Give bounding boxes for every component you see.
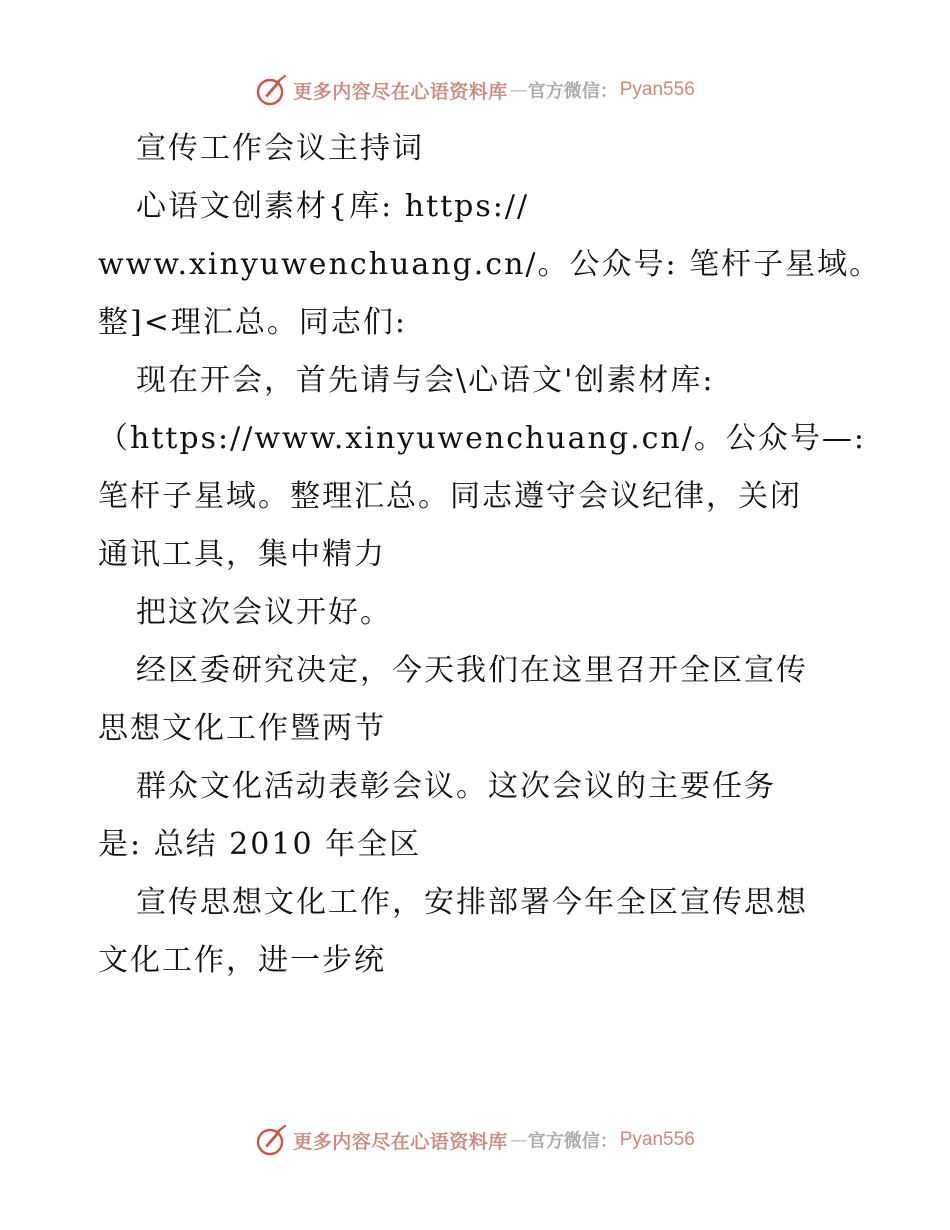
- footer-banner: [0, 1120, 950, 1160]
- document-line: 整]<理汇总。同志们:: [98, 305, 407, 340]
- header-separator: —: [509, 79, 528, 101]
- document-line: 把这次会议开好。: [136, 595, 392, 630]
- header-site-text: 更多内容尽在心语资料库: [293, 80, 508, 103]
- header-wechat-label: 官方微信：: [527, 81, 618, 102]
- document-line: 是: 总结 2010 年全区: [98, 827, 422, 862]
- document-line: 思想文化工作暨两节: [98, 711, 386, 746]
- document-line: （https://www.xinyuwenchuang.cn/。公众号—:: [98, 421, 866, 456]
- footer-wechat-id: Pyan556: [619, 1129, 695, 1150]
- footer-site-text: 更多内容尽在心语资料库: [293, 1130, 508, 1153]
- footer-separator: —: [509, 1129, 528, 1151]
- document-line: 现在开会，首先请与会\心语文'创素材库:: [136, 363, 715, 398]
- document-line: 心语文创素材{库: https://: [136, 189, 530, 224]
- header-banner: [0, 70, 950, 110]
- document-line: 文化工作，进一步统: [98, 943, 386, 978]
- document-line: 笔杆子星域。整理汇总。同志遵守会议纪律，关闭: [98, 479, 802, 514]
- document-line: www.xinyuwenchuang.cn/。公众号: 笔杆子星域。: [98, 247, 882, 282]
- document-body: [98, 120, 882, 990]
- document-line: 经区委研究决定，今天我们在这里召开全区宣传: [136, 653, 808, 688]
- document-line: 群众文化活动表彰会议。这次会议的主要任务: [136, 769, 776, 804]
- quill-logo-icon: [255, 73, 289, 107]
- document-line: 通讯工具，集中精力: [98, 537, 386, 572]
- quill-logo-icon: [255, 1123, 289, 1157]
- document-title: 宣传工作会议主持词: [136, 131, 424, 166]
- document-line: 宣传思想文化工作，安排部署今年全区宣传思想: [136, 885, 808, 920]
- header-wechat-id: Pyan556: [619, 79, 695, 100]
- footer-wechat-label: 官方微信：: [527, 1131, 618, 1152]
